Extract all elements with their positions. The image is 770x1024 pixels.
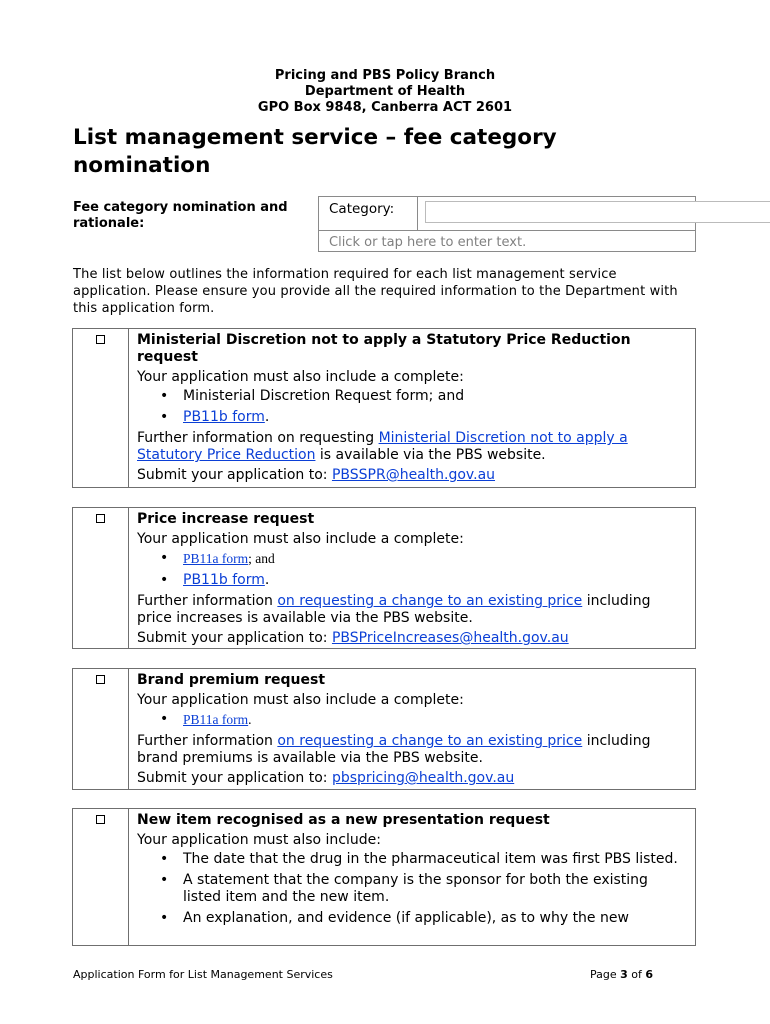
list-item: • PB11a form. (160, 711, 252, 727)
price-increase-box (72, 507, 696, 649)
ministerial-discretion-title: Ministerial Discretion not to apply a Statutory Price Reduction request (137, 332, 631, 365)
pbsspr-email-link[interactable]: PBSSPR@health.gov.au (331, 467, 496, 483)
category-divider (418, 230, 695, 231)
new-presentation-title: New item recognised as a new presentation request (137, 812, 550, 828)
price-increase-title: Price increase request (137, 511, 315, 527)
page-title: List management service – fee category nomination (73, 125, 557, 178)
price-increase-checkbox[interactable] (96, 514, 105, 523)
category-input[interactable] (425, 201, 770, 223)
new-presentation-box (72, 808, 696, 946)
list-item: • A statement that the company is the sponsor for both the existing listed item and the new item. (160, 872, 648, 905)
brand-premium-title: Brand premium request (137, 672, 326, 688)
postal-address: GPO Box 9848, Canberra ACT 2601 (257, 100, 513, 115)
box3-submit: Submit your application to: pbspricing@health.gov.au (137, 770, 515, 786)
list-item: • The date that the drug in the pharmaceutical item was first PBS listed. (160, 851, 678, 867)
rationale-placeholder[interactable]: Click or tap here to enter text. (329, 235, 527, 250)
intro-paragraph: The list below outlines the information required for each list management service application. Please ensure you provide all the required information to the Department with this application form. (73, 267, 678, 316)
box4-requirement: Your application must also include: (137, 832, 381, 848)
category-table (318, 196, 696, 252)
fee-category-label: Fee category nomination and rationale: (73, 200, 288, 231)
list-item: • PB11a form; and (160, 550, 275, 566)
pb11a-form-link[interactable]: PB11a form (183, 712, 249, 727)
box2-submit: Submit your application to: PBSPriceIncreases@health.gov.au (137, 630, 569, 646)
ministerial-discretion-link[interactable]: Ministerial Discretion not to apply a Statutory Price Reduction (137, 430, 628, 463)
brand-premium-box (72, 668, 696, 790)
price-increases-email-link[interactable]: PBSPriceIncreases@health.gov.au (331, 630, 569, 646)
page-number: Page 3 of 6 (590, 968, 654, 981)
department-name: Department of Health (304, 84, 466, 99)
category-label: Category: (319, 197, 418, 231)
list-item: • Ministerial Discretion Request form; and (160, 388, 465, 404)
ministerial-discretion-box (72, 328, 696, 488)
list-item: • PB11b form. (160, 572, 270, 588)
pb11b-form-link[interactable]: PB11b form (183, 409, 265, 425)
list-item: • PB11b form. (160, 409, 270, 425)
box2-further-info: Further information on requesting a change to an existing price including price increases is available via the PBS website. (137, 593, 651, 626)
change-existing-price-link[interactable]: on requesting a change to an existing price (277, 733, 583, 749)
pbspricing-email-link[interactable]: pbspricing@health.gov.au (331, 770, 515, 786)
box1-requirement: Your application must also include a complete: (137, 369, 464, 385)
list-item: • An explanation, and evidence (if applicable), as to why the new (160, 910, 629, 926)
box3-further-info: Further information on requesting a change to an existing price including brand premiums is available via the PBS website. (137, 733, 651, 766)
pb11a-form-link[interactable]: PB11a form (183, 551, 249, 566)
change-existing-price-link[interactable]: on requesting a change to an existing price (277, 593, 583, 609)
brand-premium-checkbox[interactable] (96, 675, 105, 684)
footer-title: Application Form for List Management Services (73, 968, 333, 981)
box1-further-info: Further information on requesting Ministerial Discretion not to apply a Statutory Price Reduction is available via the PBS website. (137, 430, 628, 463)
box2-requirement: Your application must also include a complete: (137, 531, 464, 547)
box1-submit: Submit your application to: PBSSPR@health.gov.au (137, 467, 496, 483)
letterhead (0, 68, 770, 116)
ministerial-discretion-checkbox[interactable] (96, 335, 105, 344)
new-presentation-checkbox[interactable] (96, 815, 105, 824)
pb11b-form-link[interactable]: PB11b form (183, 572, 265, 588)
branch-name: Pricing and PBS Policy Branch (274, 68, 496, 83)
box3-requirement: Your application must also include a complete: (137, 692, 464, 708)
